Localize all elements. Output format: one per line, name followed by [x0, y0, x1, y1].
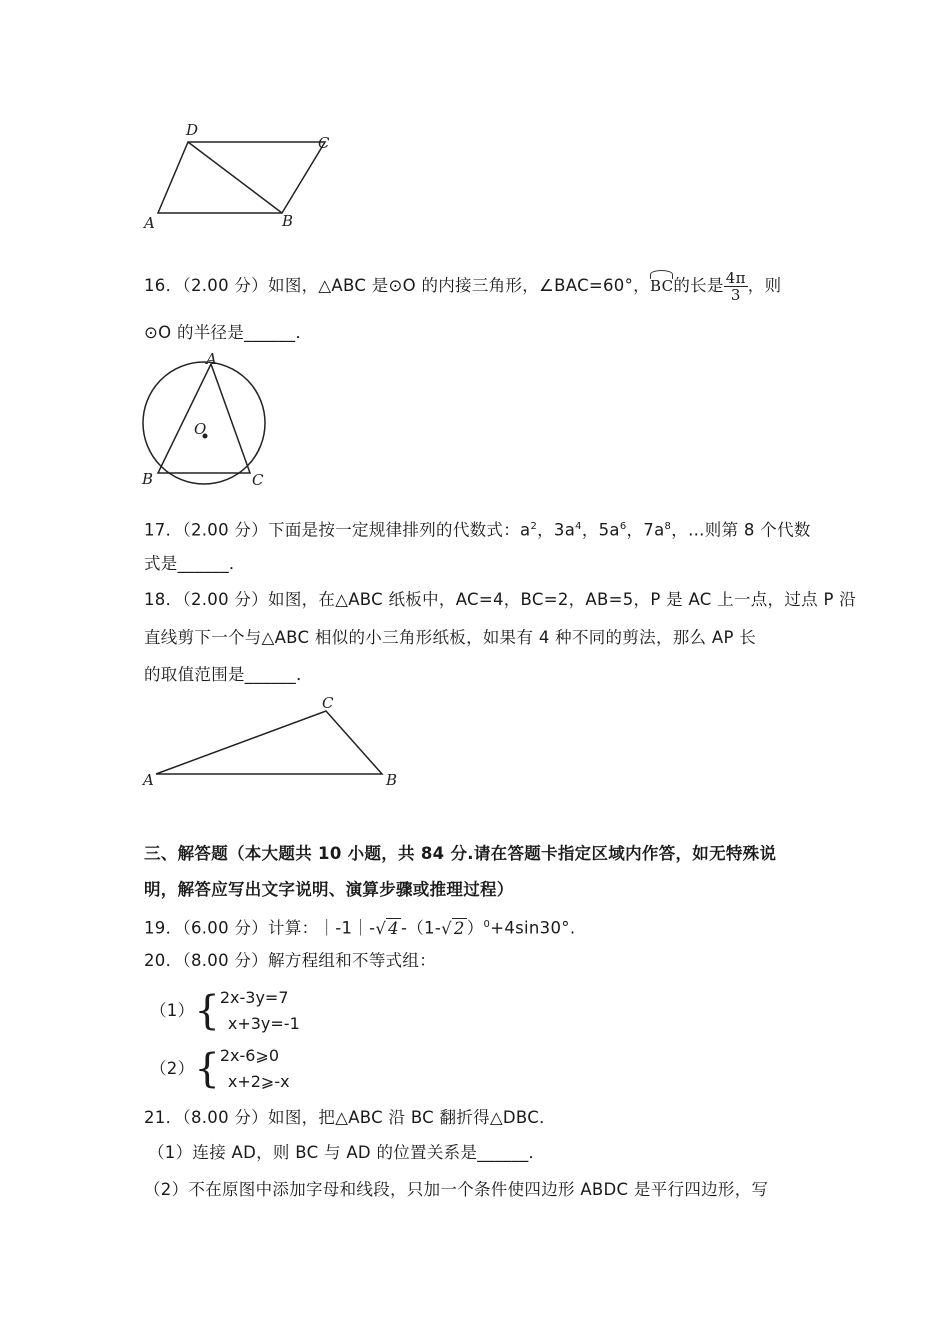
question-21-part-1: （1）连接 AD，则 BC 与 AD 的位置关系是______． [148, 1143, 546, 1162]
triangle-outline [156, 711, 382, 774]
parallelogram-outline [158, 142, 325, 213]
q19-text-mid: -（1- [400, 918, 442, 938]
question-20: 20．（8.00 分）解方程组和不等式组： [144, 951, 437, 970]
vertex-label-c: C [252, 471, 264, 489]
center-label-o: O [194, 420, 207, 438]
system-equations [220, 985, 300, 1037]
vertex-label-a: A [144, 214, 155, 232]
arc-bc: BC [650, 270, 673, 297]
inequality-2: x+2⩾-x [227, 1072, 290, 1091]
q17-text-post: ，…则第 8 个代数 [671, 520, 811, 540]
vertex-label-b: B [142, 470, 154, 488]
q16-text-c: ，则 [747, 276, 782, 295]
q17-exponent: 4 [575, 521, 582, 532]
question-16-line-2: ⊙O 的半径是______． [144, 323, 313, 342]
parallelogram-figure [140, 120, 340, 232]
sqrt-4: √ 4 [375, 918, 399, 938]
q19-exponent: 0 [483, 919, 491, 930]
q16-text-a: 16．（2.00 分）如图，△ABC 是⊙O 的内接三角形，∠BAC=60°， [144, 276, 650, 295]
question-18-line-1: 18．（2.00 分）如图，在△ABC 纸板中，AC=4，BC=2，AB=5，P 是 AC 上一点，过点 P 沿 [144, 590, 857, 609]
q19-abs-term: ｜-1｜- [318, 918, 376, 938]
vertex-label-c: C [318, 134, 330, 152]
q17-exponent: 8 [664, 521, 672, 532]
q16-text-b: 的长是 [673, 276, 724, 295]
vertex-label-d: D [186, 121, 199, 139]
q17-term: ，5a [581, 520, 620, 540]
q17-exponent: 6 [619, 521, 627, 532]
question-18-line-2: 直线剪下一个与△ABC 相似的小三角形纸板，如果有 4 种不同的剪法，那么 AP 长 [144, 628, 757, 647]
equation-1: 2x-3y=7 [219, 988, 289, 1007]
sqrt-2: √ 2 [441, 918, 465, 938]
q19-text-post: +4sin30°. [490, 918, 576, 938]
question-17-line-1 [144, 516, 811, 542]
radicand: 2 [453, 918, 465, 938]
fraction-4pi-over-3 [724, 270, 748, 303]
left-brace: { [194, 988, 220, 1034]
fraction-numerator: 4π [725, 269, 746, 287]
vertex-label-c: C [322, 694, 334, 712]
triangle-abc-figure [138, 694, 408, 790]
question-16-line-1 [144, 270, 781, 303]
section-3-heading-line-1: 三、解答题（本大题共 10 小题，共 84 分.请在答题卡指定区域内作答，如无特殊说 [144, 844, 777, 863]
question-21-part-2: （2）不在原图中添加字母和线段，只加一个条件使四边形 ABDC 是平行四边形，写 [144, 1180, 769, 1199]
question-19 [144, 914, 575, 940]
vertex-label-a: A [206, 352, 217, 368]
q19-close-paren: ） [466, 918, 484, 938]
radicand: 4 [388, 918, 399, 938]
question-18-line-3: 的取值范围是______． [144, 665, 313, 684]
q17-exponent: 2 [530, 521, 538, 532]
left-brace: { [194, 1046, 220, 1092]
q17-term: a [520, 520, 531, 540]
vertex-label-a: A [143, 771, 154, 789]
diagonal-db [188, 142, 282, 213]
equation-2: x+3y=-1 [227, 1014, 300, 1033]
inequality-1: 2x-6⩾0 [219, 1046, 280, 1065]
inscribed-triangle-figure [138, 352, 273, 492]
inequality-system-2 [150, 1043, 290, 1095]
fraction-denominator: 3 [730, 286, 741, 304]
part-1-label: （1） [150, 1001, 195, 1020]
equation-system-1 [150, 985, 300, 1037]
q17-term: ，7a [626, 520, 665, 540]
triangle-abc [158, 364, 250, 473]
question-17-line-2: 式是______． [144, 554, 246, 573]
q17-term: ，3a [537, 520, 576, 540]
vertex-label-b: B [282, 212, 294, 230]
q19-text-pre: 19．（6.00 分）计算： [144, 918, 319, 938]
vertex-label-b: B [386, 771, 398, 789]
q17-text-pre: 17．（2.00 分）下面是按一定规律排列的代数式： [144, 520, 521, 540]
section-3-heading-line-2: 明，解答应写出文字说明、演算步骤或推理过程） [144, 880, 514, 899]
system-inequalities [220, 1043, 290, 1095]
question-21: 21．（8.00 分）如图，把△ABC 沿 BC 翻折得△DBC． [144, 1108, 556, 1127]
part-2-label: （2） [150, 1059, 195, 1078]
